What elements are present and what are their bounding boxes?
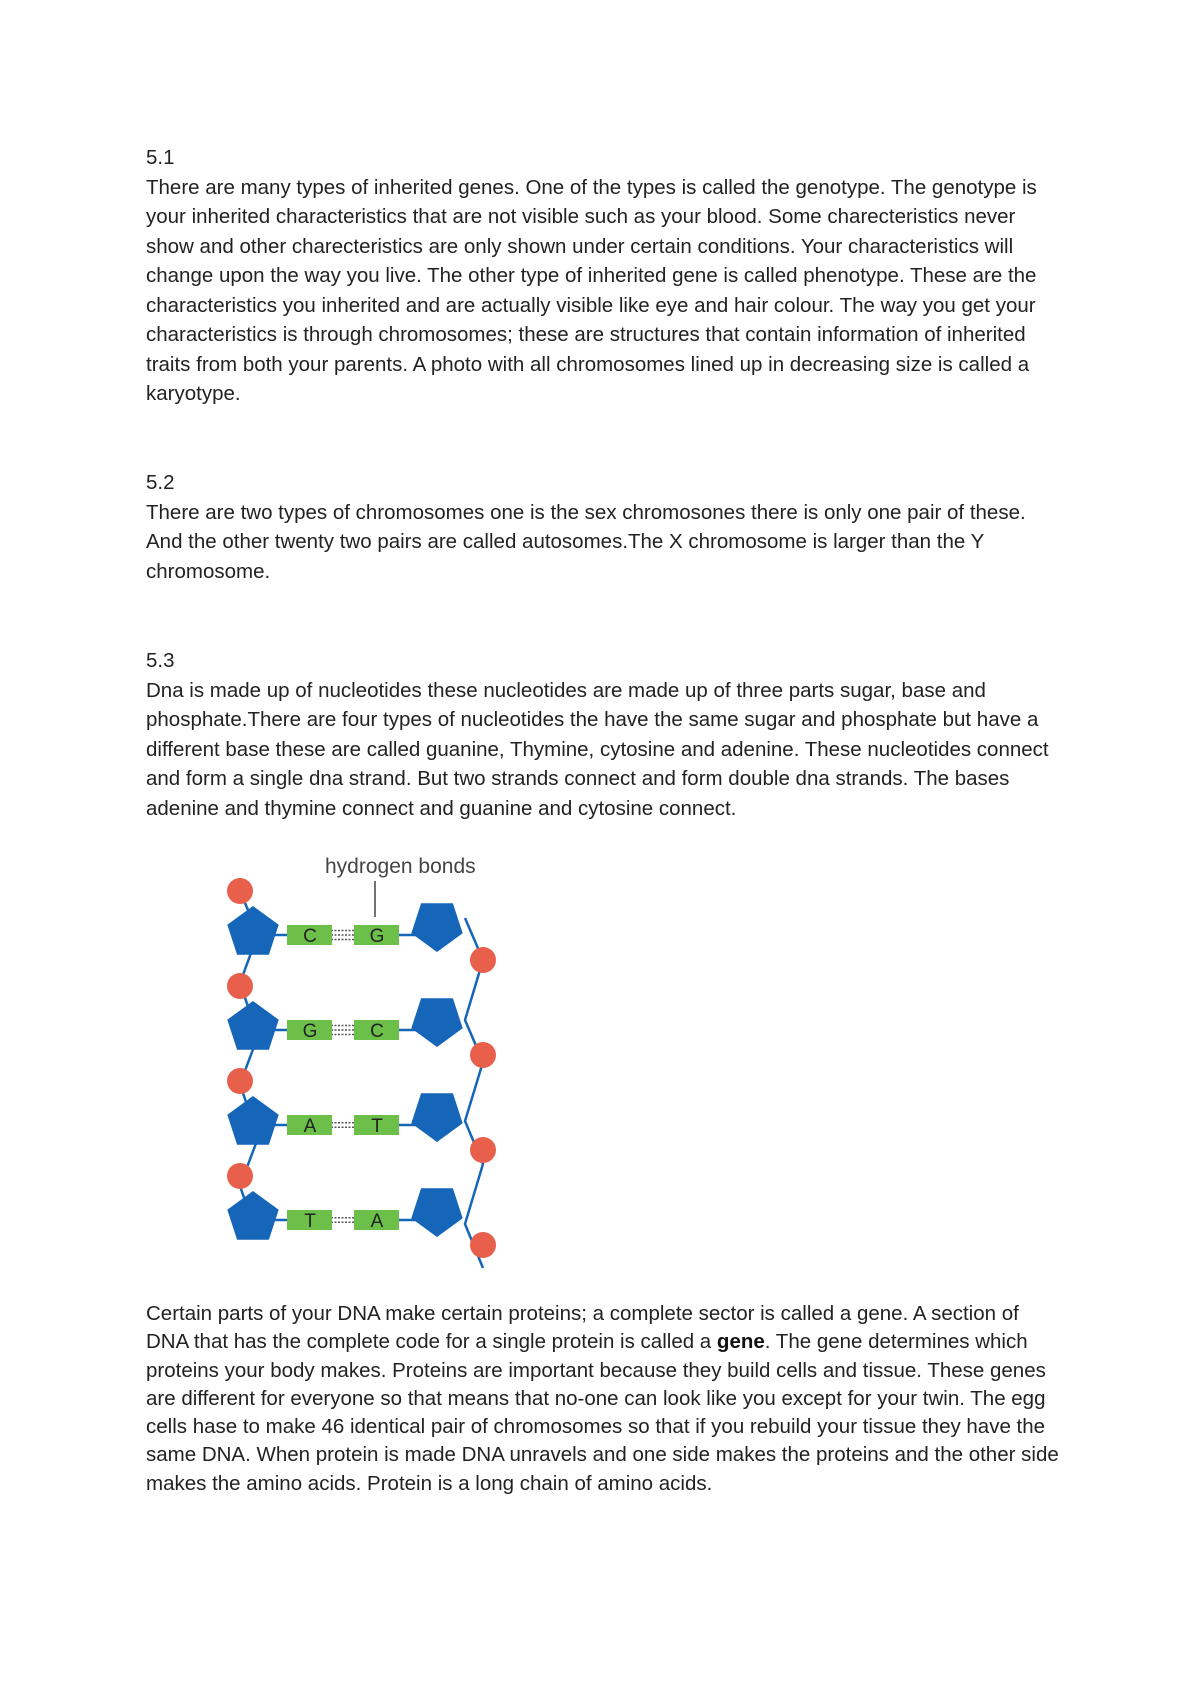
section-number: 5.2 xyxy=(146,471,175,494)
sugar-left xyxy=(227,1001,278,1050)
section-5-1 xyxy=(146,143,1066,409)
gene-bold-term: gene xyxy=(716,1330,765,1354)
base-letter-right: C xyxy=(370,1021,384,1042)
base-letter-left: A xyxy=(303,1116,317,1137)
section-paragraph: There are two types of chromosomes one is the sex chromosones there is only one pair of these. And the other twenty two pairs are called autosomes.The X chromosome is larger than the Y chromosome. xyxy=(146,500,1026,583)
closing-paragraph xyxy=(146,1300,1066,1498)
base-letter-right: G xyxy=(369,926,385,947)
closing-section xyxy=(146,1300,1066,1498)
phosphate-left xyxy=(227,1163,253,1189)
hydrogen-bonds-label: hydrogen bonds xyxy=(325,855,476,878)
base-pair-rung xyxy=(227,1068,496,1163)
phosphate-left xyxy=(227,1068,253,1094)
section-paragraph: Dna is made up of nucleotides these nucleotides are made up of three parts sugar, base and phosphate.There are four types of nucleotides the have the same sugar and phosphate but have a different base these are called guanine, Thymine, cytosine and adenine. These nucleotides connect and form a single dna strand. But two strands connect and form double dna strands. The bases adenine and thymine connect and guanine and cytosine connect. xyxy=(146,678,1049,820)
hydrogen-bond-dashes xyxy=(331,1026,354,1035)
hydrogen-bond-dashes xyxy=(331,931,354,940)
phosphate-right xyxy=(470,1232,496,1258)
base-pair-rung xyxy=(227,1163,496,1258)
section-number: 5.3 xyxy=(146,649,175,672)
base-letter-right: A xyxy=(370,1211,384,1232)
closing-text-start: Certain parts of your DNA make certain proteins; a complete sector is called a gene. A section of DNA that has the complete code for a single protein is called a xyxy=(146,1302,1019,1354)
sugar-right xyxy=(411,903,462,952)
section-5-3 xyxy=(146,646,1066,823)
section-paragraph: There are many types of inherited genes. One of the types is called the genotype. The genotype is your inherited characteristics that are not visible such as your blood. Some charecteristics never show and other charecteristics are only shown under certain conditions. Your characteristics will change upon the way you live. The other type of inherited gene is called phenotype. These are the characteristics you inherited and are actually visible like eye and hair colour. The way you get your characteristics is through chromosomes; these are structures that contain information of inherited traits from both your parents. A photo with all chromosomes lined up in decreasing size is called a karyotype. xyxy=(146,175,1037,405)
hydrogen-bond-dashes xyxy=(331,1218,354,1223)
base-letter-left: T xyxy=(304,1211,316,1232)
section-5-2 xyxy=(146,468,1066,586)
phosphate-left xyxy=(227,878,253,904)
phosphate-right xyxy=(470,1042,496,1068)
base-letter-right: T xyxy=(371,1116,383,1137)
phosphate-left xyxy=(227,973,253,999)
sugar-right xyxy=(411,1093,462,1142)
section-number: 5.1 xyxy=(146,146,175,169)
base-pair-rung xyxy=(227,878,496,973)
phosphate-right xyxy=(470,1137,496,1163)
sugar-left xyxy=(227,1191,278,1240)
dna-base-pair-diagram xyxy=(215,848,535,1288)
base-letter-left: G xyxy=(302,1021,318,1042)
base-pair-rung xyxy=(227,973,496,1068)
sugar-right xyxy=(411,998,462,1047)
sugar-right xyxy=(411,1188,462,1237)
sugar-left xyxy=(227,1096,278,1145)
sugar-left xyxy=(227,906,278,955)
hydrogen-bond-dashes xyxy=(331,1123,354,1128)
base-letter-left: C xyxy=(303,926,317,947)
closing-text-end: . The gene determines which proteins your body makes. Proteins are important because they build cells and tissue. These genes are different for everyone so that means that no-one can look like you except for your twin. The egg cells hase to make 46 identical pair of chromosomes so that if you rebuild your tissue they have the same DNA. When protein is made DNA unravels and one side makes the proteins and the other side makes the amino acids. Protein is a long chain of amino acids. xyxy=(146,1330,1059,1495)
phosphate-right xyxy=(470,947,496,973)
